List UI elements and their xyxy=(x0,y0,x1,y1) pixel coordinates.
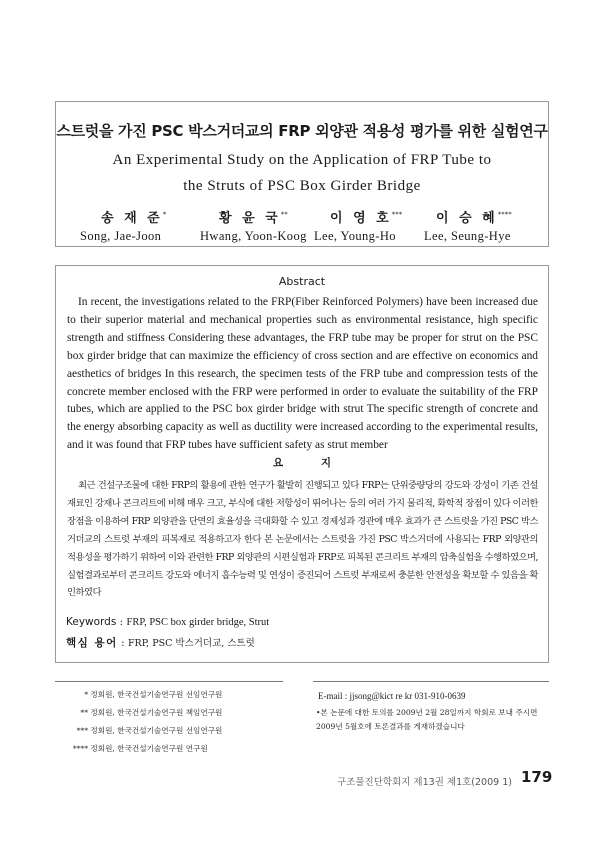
paper-title-english-line2: the Struts of PSC Box Girder Bridge xyxy=(183,178,421,194)
keywords-korean-label: 핵심 용어 xyxy=(66,637,118,649)
author-3-english: Lee, Young-Ho xyxy=(314,229,396,243)
page-number: 179 xyxy=(521,768,553,786)
footnote-4: **** 정회원, 한국건설기술연구원 연구원 xyxy=(72,744,208,753)
keywords-korean: 핵심 용어 : FRP, PSC 박스거더교, 스트럿 xyxy=(66,637,255,649)
discussion-note: •본 논문에 대한 토의를 2009년 2월 28일까지 학회로 보내 주시면 2009년 5월호에 토론결과를 게재하겠습니다 xyxy=(316,708,538,731)
keywords-label: Keywords xyxy=(66,616,117,628)
author-4-korean: 이 승 혜**** xyxy=(436,210,512,226)
author-1-korean: 송 재 준* xyxy=(101,210,167,226)
abstract-text: In recent, the investigations related to the FRP(Fiber Reinforced Polymers) have been increased due to their superior material and mechanical properties such as environmental resistance, high specific strength and stiffness Considering these advantages, the FRP tube may be proper for strut on the PSC box girder bridge that can maximize the efficiency of cross section and are effective on economics and aesthetics of bridges In this research, the specimen tests of the FRP tube and compression tests of the concrete member enclosed with the FRP were performed in order to evaluate the suitability of the FRP tubes, which are applied to the PSC box girder bridge with strut The specific strength of concrete and the energy absorbing capacity as well as ductility were increased according to the experimental results, and it was found that FRP tubes have sufficient safety as strut member xyxy=(67,296,538,452)
author-1-english: Song, Jae-Joon xyxy=(80,229,162,243)
keywords-korean-value: FRP, PSC 박스거더교, 스트럿 xyxy=(127,638,255,649)
author-4-english: Lee, Seung-Hye xyxy=(424,229,511,243)
footnote-1: * 정회원, 한국건설기술연구원 선임연구원 xyxy=(84,690,223,699)
footnote-3: *** 정회원, 한국건설기술연구원 선임연구원 xyxy=(76,726,223,735)
summary-heading: 요 지 xyxy=(273,457,348,469)
title-box xyxy=(55,101,549,247)
paper-title-english-line1: An Experimental Study on the Application of FRP Tube to xyxy=(112,152,492,168)
paper-title-korean: 스트럿을 가진 PSC 박스거더교의 FRP 외양관 적용성 평가를 위한 실험연구 xyxy=(56,122,548,140)
abstract-box xyxy=(55,265,549,663)
footnote-divider-right xyxy=(313,681,549,682)
footnote-divider-left xyxy=(55,681,283,682)
author-3-korean: 이 영 호*** xyxy=(330,210,403,226)
contact-email: E-mail : jjsong@kict re kr 031-910-0639 xyxy=(318,691,466,701)
keywords-value: FRP, PSC box girder bridge, Strut xyxy=(126,617,270,628)
keywords-english: Keywords : FRP, PSC box girder bridge, Strut xyxy=(66,616,270,628)
footnote-2: ** 정회원, 한국건설기술연구원 책임연구원 xyxy=(80,708,223,717)
author-2-english: Hwang, Yoon-Koog xyxy=(200,229,307,243)
journal-citation: 구조물진단학회지 제13권 제1호(2009 1) xyxy=(337,777,512,788)
abstract-heading: Abstract xyxy=(278,275,326,288)
summary-text: 최근 건설구조물에 대한 FRP의 활용에 관한 연구가 활발히 진행되고 있다 FRP는 단위중량당의 강도와 강성이 기존 건설재료인 강재나 콘크리트에 비해 매우 크고, 부식에 대한 저항성이 뛰어나는 등의 여러 가지 물리적, 화학적 장점이 있다 이러한 장점을 이용하여 FRP 외양관을 단면의 효율성을 극대화할 수 있고 경제성과 경관에 매우 효과가 큰 스트럿을 가진 PSC 박스거더교의 스트럿 부재의 피복재로 적용하고자 한다 본 논문에서는 스트럿을 가진 PSC 박스거더에 사용되는 FRP 외양관의 적용성을 평가하기 위하여 이와 관련한 FRP 외양관의 시편실험과 FRP로 피복된 콘크리트 부재의 압축실험을 수행하였으며, 실험결과로부터 콘크리트 강도와 에너지 흡수능력 및 연성이 증진되어 스트럿 부재로써 충분한 안전성을 확보할 수 있음을 확인하였다 xyxy=(67,480,538,599)
author-2-korean: 황 윤 국** xyxy=(219,210,288,226)
